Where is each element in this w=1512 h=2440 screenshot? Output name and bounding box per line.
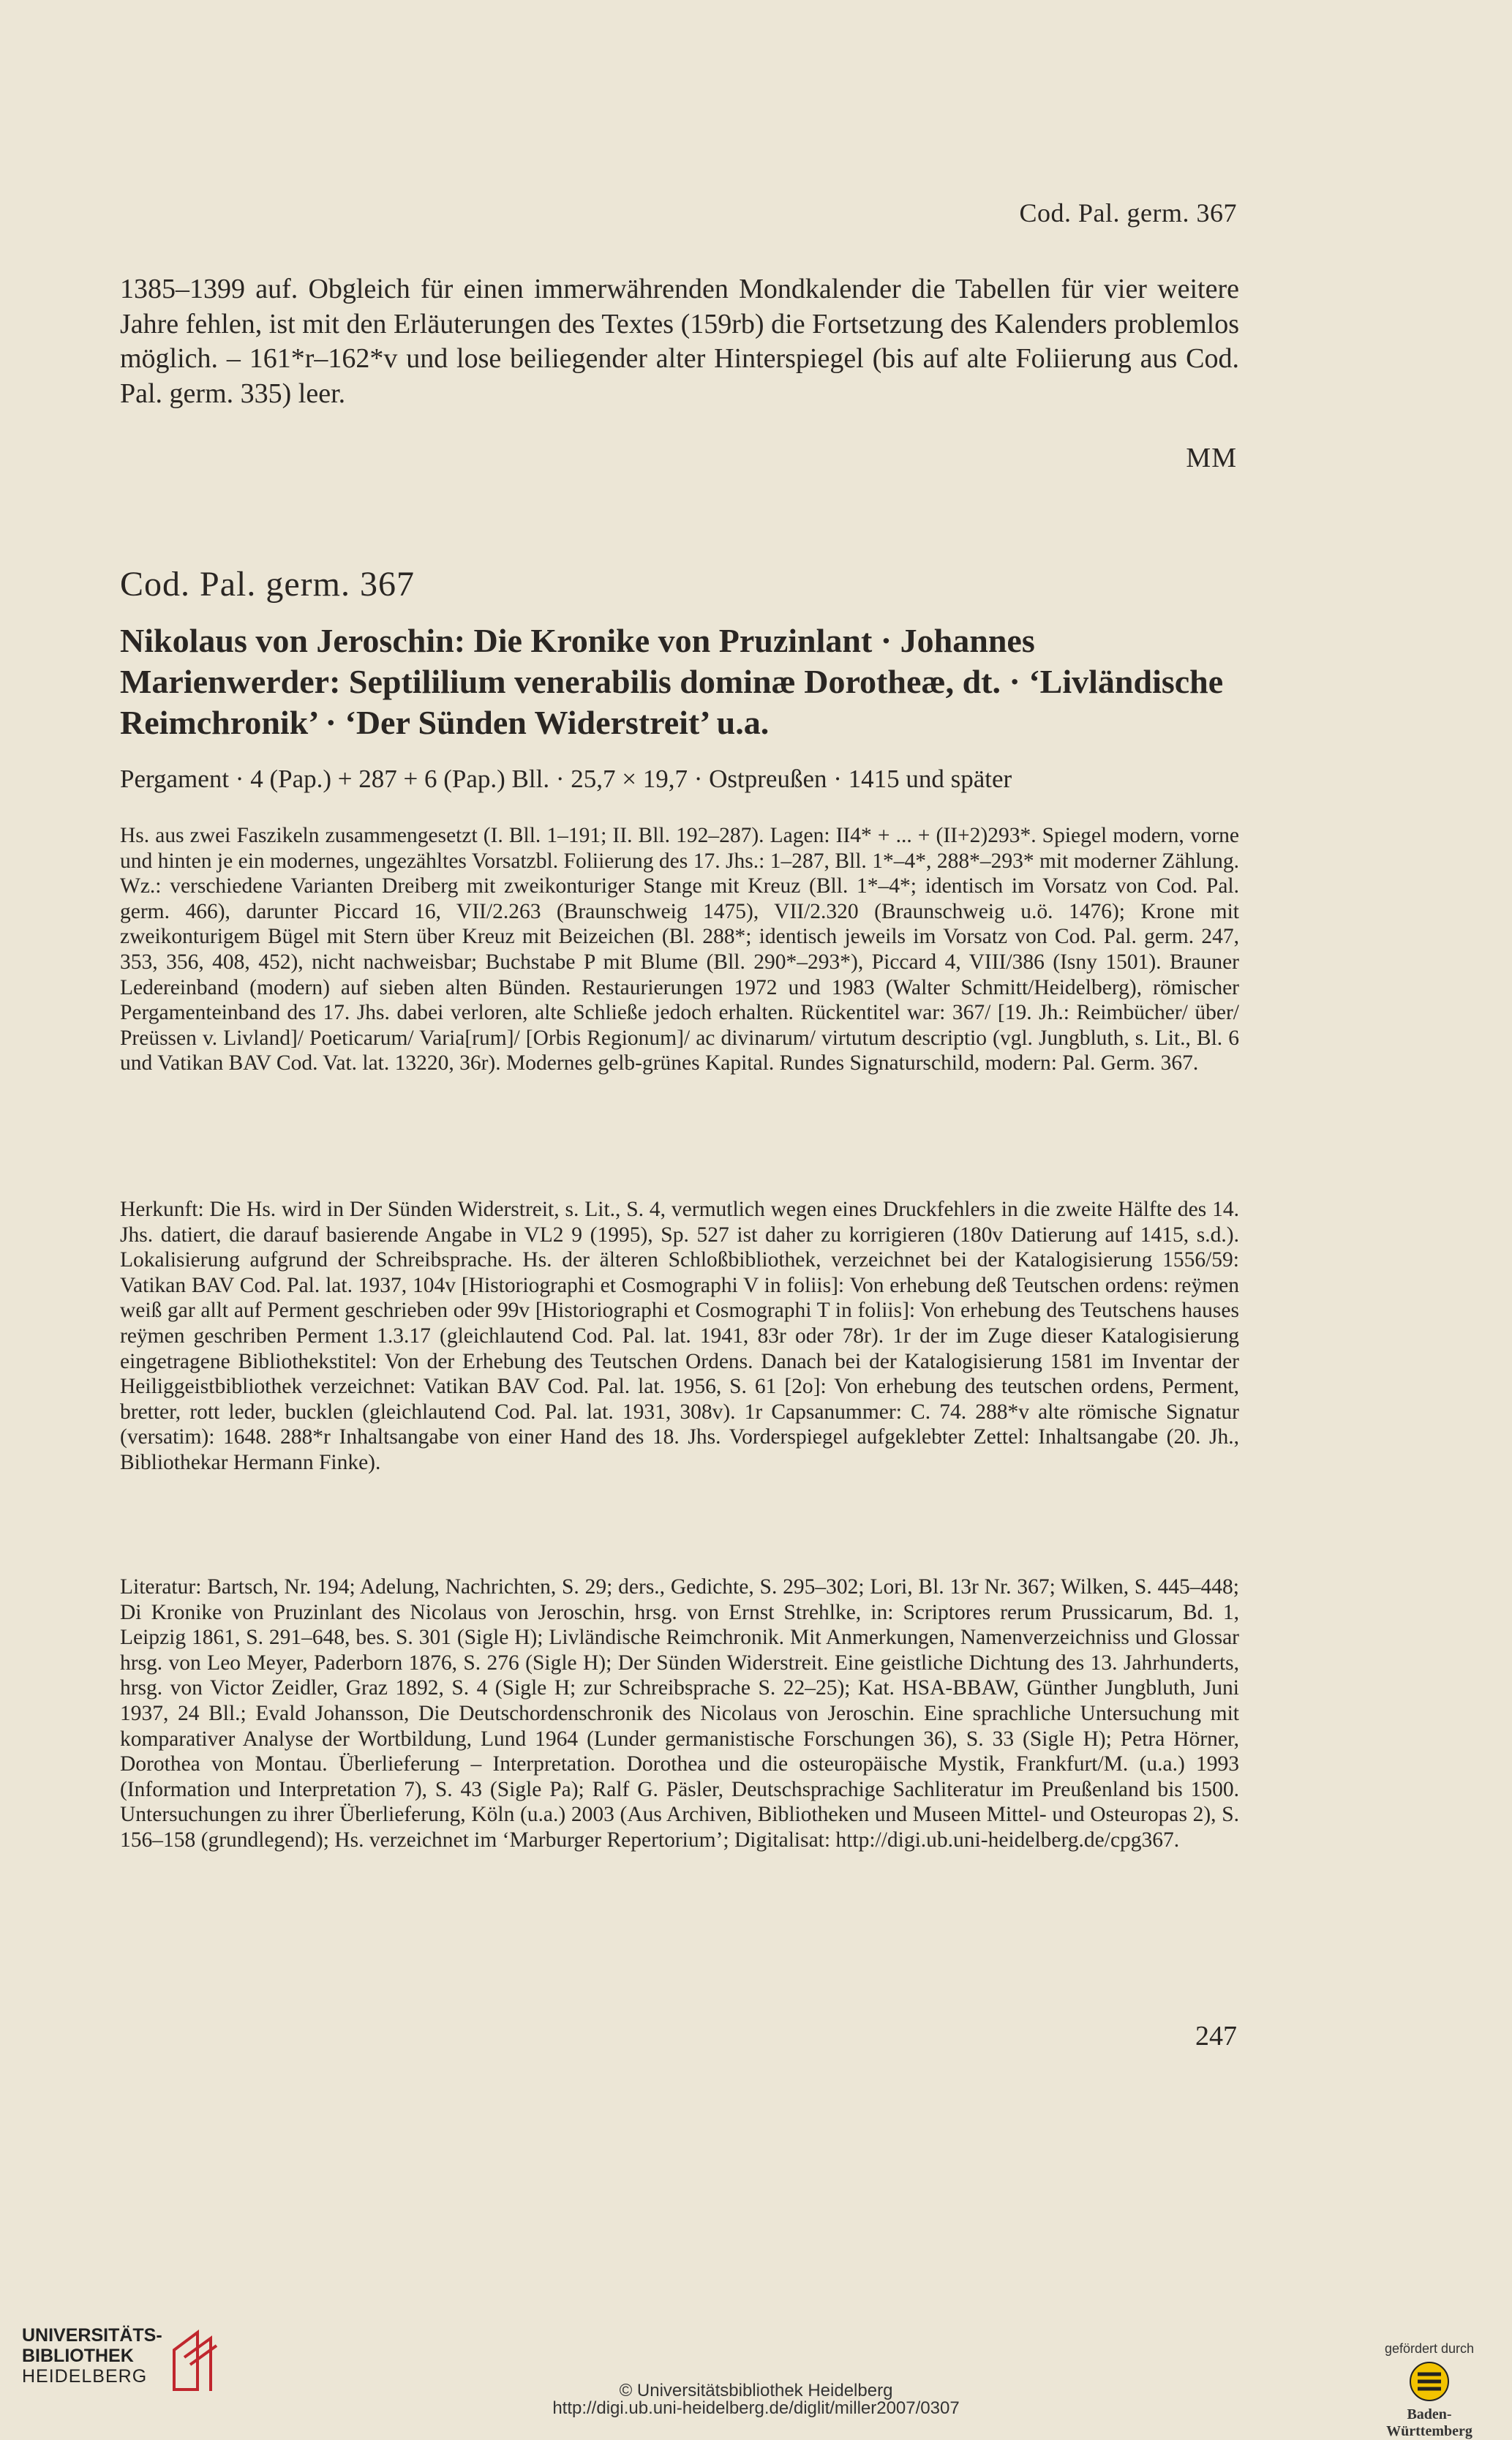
- library-name-line3: HEIDELBERG: [22, 2366, 148, 2387]
- previous-entry-text: 1385–1399 auf. Obgleich für einen immerwährenden Mondkalender die Tabellen für vier weitere Jahre fehlen, ist mit den Erläuterungen des Textes (159rb) die Fortsetzung des Kalenders problemlos möglich. – 161*r–162*v und lose beiliegender alter Hinterspiegel (bis auf alte Foliierung aus Cod. Pal. germ. 335) leer.: [120, 274, 1239, 409]
- entry-summary: Pergament · 4 (Pap.) + 287 + 6 (Pap.) Bll. · 25,7 × 19,7 · Ostpreußen · 1415 und später: [120, 765, 1012, 793]
- previous-entry-initials: MM: [1186, 443, 1237, 473]
- entry-literatur: Literatur: Bartsch, Nr. 194; Adelung, Nachrichten, S. 29; ders., Gedichte, S. 295–302; Lori, Bl. 13r Nr. 367; Wilken, S. 445–448; Di Kronike von Pruzinlant des Nicolaus von Jeroschin, hrsg. von Ernst Strehlke, in: Scriptores rerum Prussicarum, Bd. 1, Leipzig 1861, S. 291–648, bes. S. 301 (Sigle H); Livländische Reimchronik. Mit Anmerkungen, Namenverzeichniss und Glossar hrsg. von Leo Meyer, Paderborn 1876, S. 276 (Sigle H); Der Sünden Widerstreit. Eine geistliche Dichtung des 13. Jahrhunderts, hrsg. von Victor Zeidler, Graz 1892, S. 4 (Sigle H; zur Schreibsprache S. 22–25); Kat. HSA-BBAW, Günther Jungbluth, Juni 1937, 24 Bll.; Evald Johansson, Die Deutschordenschronik des Nicolaus von Jeroschin. Eine sprachliche Untersuchung mit komparativer Analyse der Wortbildung, Lund 1964 (Lunder germanistische Forschungen 36), S. 33 (Sigle H); Petra Hörner, Dorothea von Montau. Überlieferung – Interpretation. Dorothea und die osteuropäische Mystik, Frankfurt/M. (u.a.) 1993 (Information und Interpretation 7), S. 43 (Sigle Pa); Ralf G. Päsler, Deutschsprachige Sachliteratur im Preußenland bis 1500. Untersuchungen zu ihrer Überlieferung, Köln (u.a.) 2003 (Aus Archiven, Bibliotheken und Museen Mittel- und Osteuropas 2), S. 156–158 (grundlegend); Hs. verzeichnet im ‘Marburger Repertorium’; Digitalisat: http://digi.ub.uni-heidelberg.de/cpg367.: [120, 1575, 1239, 1852]
- entry-shelfmark: Cod. Pal. germ. 367: [120, 565, 415, 604]
- funding-block: [1367, 2341, 1492, 2440]
- entry-herkunft: Herkunft: Die Hs. wird in Der Sünden Widerstreit, s. Lit., S. 4, vermutlich wegen eines Druckfehlers in die zweite Hälfte des 14. Jhs. datiert, die darauf basierende Angabe in VL2 9 (1995), Sp. 527 ist daher zu korrigieren (180v Datierung auf 1415, s.d.). Lokalisierung aufgrund der Schreibsprache. Hs. der älteren Schloßbibliothek, verzeichnet bei der Katalogisierung 1556/59: Vatikan BAV Cod. Pal. lat. 1937, 104v [Historiographi et Cosmographi V in foliis]: Von erhebung deß Teutschen ordens: reÿmen weiß gar allt auf Perment geschrieben oder 99v [Historiographi et Cosmographi T in foliis]: Von erhebung des Teutschens hauses reÿmen geschriben Perment 1.3.17 (gleichlautend Cod. Pal. lat. 1941, 83r oder 78r). 1r der im Zuge dieser Katalogisierung eingetragene Bibliothekstitel: Von der Erhebung des Teutschen Ordens. Danach bei der Katalogisierung 1581 im Inventar der Heiliggeistbibliothek verzeichnet: Vatikan BAV Cod. Pal. lat. 1956, S. 61 [2o]: Von erhebung des teutschen ordens, Perment, bretter, rott leder, bucklen (gleichlautend Cod. Pal. lat. 1931, 308v). 1r Capsanummer: C. 74. 288*v alte römische Signatur (versatim): 1648. 288*r Inhaltsangabe von einer Hand des 18. Jhs. Vorderspiegel aufgeklebter Zettel: Inhaltsangabe (20. Jh., Bibliothekar Hermann Finke).: [120, 1198, 1239, 1474]
- funder-label: Baden-Württemberg: [1386, 2406, 1472, 2439]
- funded-by-label: gefördert durch: [1384, 2341, 1475, 2356]
- entry-description: Hs. aus zwei Faszikeln zusammengesetzt (I. Bll. 1–191; II. Bll. 192–287). Lagen: II4* + ... + (II+2)293*. Spiegel modern, vorne und hinten je ein modernes, ungezähltes Vorsatzbl. Foliierung des 17. Jhs.: 1–287, Bll. 1*–4*, 288*–293* mit moderner Zählung. Wz.: verschiedene Varianten Dreiberg mit zweikonturiger Stange mit Kreuz (Bll. 1*–4*; identisch im Vorsatz von Cod. Pal. germ. 466), darunter Piccard 16, VII/2.263 (Braunschweig 1475), VII/2.320 (Braunschweig u.ö. 1476); Krone mit zweikonturigem Bügel mit Stern über Kreuz mit Beizeichen (Bl. 288*; identisch jeweils im Vorsatz von Cod. Pal. germ. 247, 353, 356, 408, 452), nicht nachweisbar; Buchstabe P mit Blume (Bll. 290*–293*), Piccard 4, VIII/386 (Isny 1501). Brauner Ledereinband (modern) auf sieben alten Bünden. Restaurierungen 1972 und 1983 (Walter Schmitt/Heidelberg), römischer Pergamenteinband des 17. Jhs. dabei verloren, alte Schließe jedoch erhalten. Rückentitel war: 367/ [19. Jh.: Reimbücher/ über/ Preüssen v. Livland]/ Poeticarum/ Varia[rum]/ [Orbis Regionum]/ ac divinarum/ virtutum descriptio (vgl. Jungbluth, s. Lit., Bl. 6 und Vatikan BAV Cod. Vat. lat. 13220, 36r). Modernes gelb-grünes Kapital. Rundes Signaturschild, modern: Pal. Germ. 367.: [120, 824, 1239, 1076]
- page-header: Cod. Pal. germ. 367: [1019, 198, 1237, 228]
- library-name-line2: BIBLIOTHEK: [22, 2346, 134, 2366]
- footer-url[interactable]: http://digi.ub.uni-heidelberg.de/diglit/miller2007/0307: [552, 2398, 960, 2418]
- baden-wuerttemberg-emblem-icon: [1407, 2361, 1451, 2402]
- footer-copyright: © Universitätsbibliothek Heidelberg: [619, 2381, 893, 2400]
- library-name-line1: UNIVERSITÄTS-: [22, 2325, 162, 2346]
- entry-title: Nikolaus von Jeroschin: Die Kronike von Pruzinlant · Johannes Marienwerder: Septililium venerabilis dominæ Dorotheæ, dt. · ‘Livländische Reimchronik’ · ‘Der Sünden Widerstreit’ u.a.: [120, 622, 1224, 741]
- page-number: 247: [1195, 2021, 1237, 2052]
- library-name: [22, 2325, 162, 2387]
